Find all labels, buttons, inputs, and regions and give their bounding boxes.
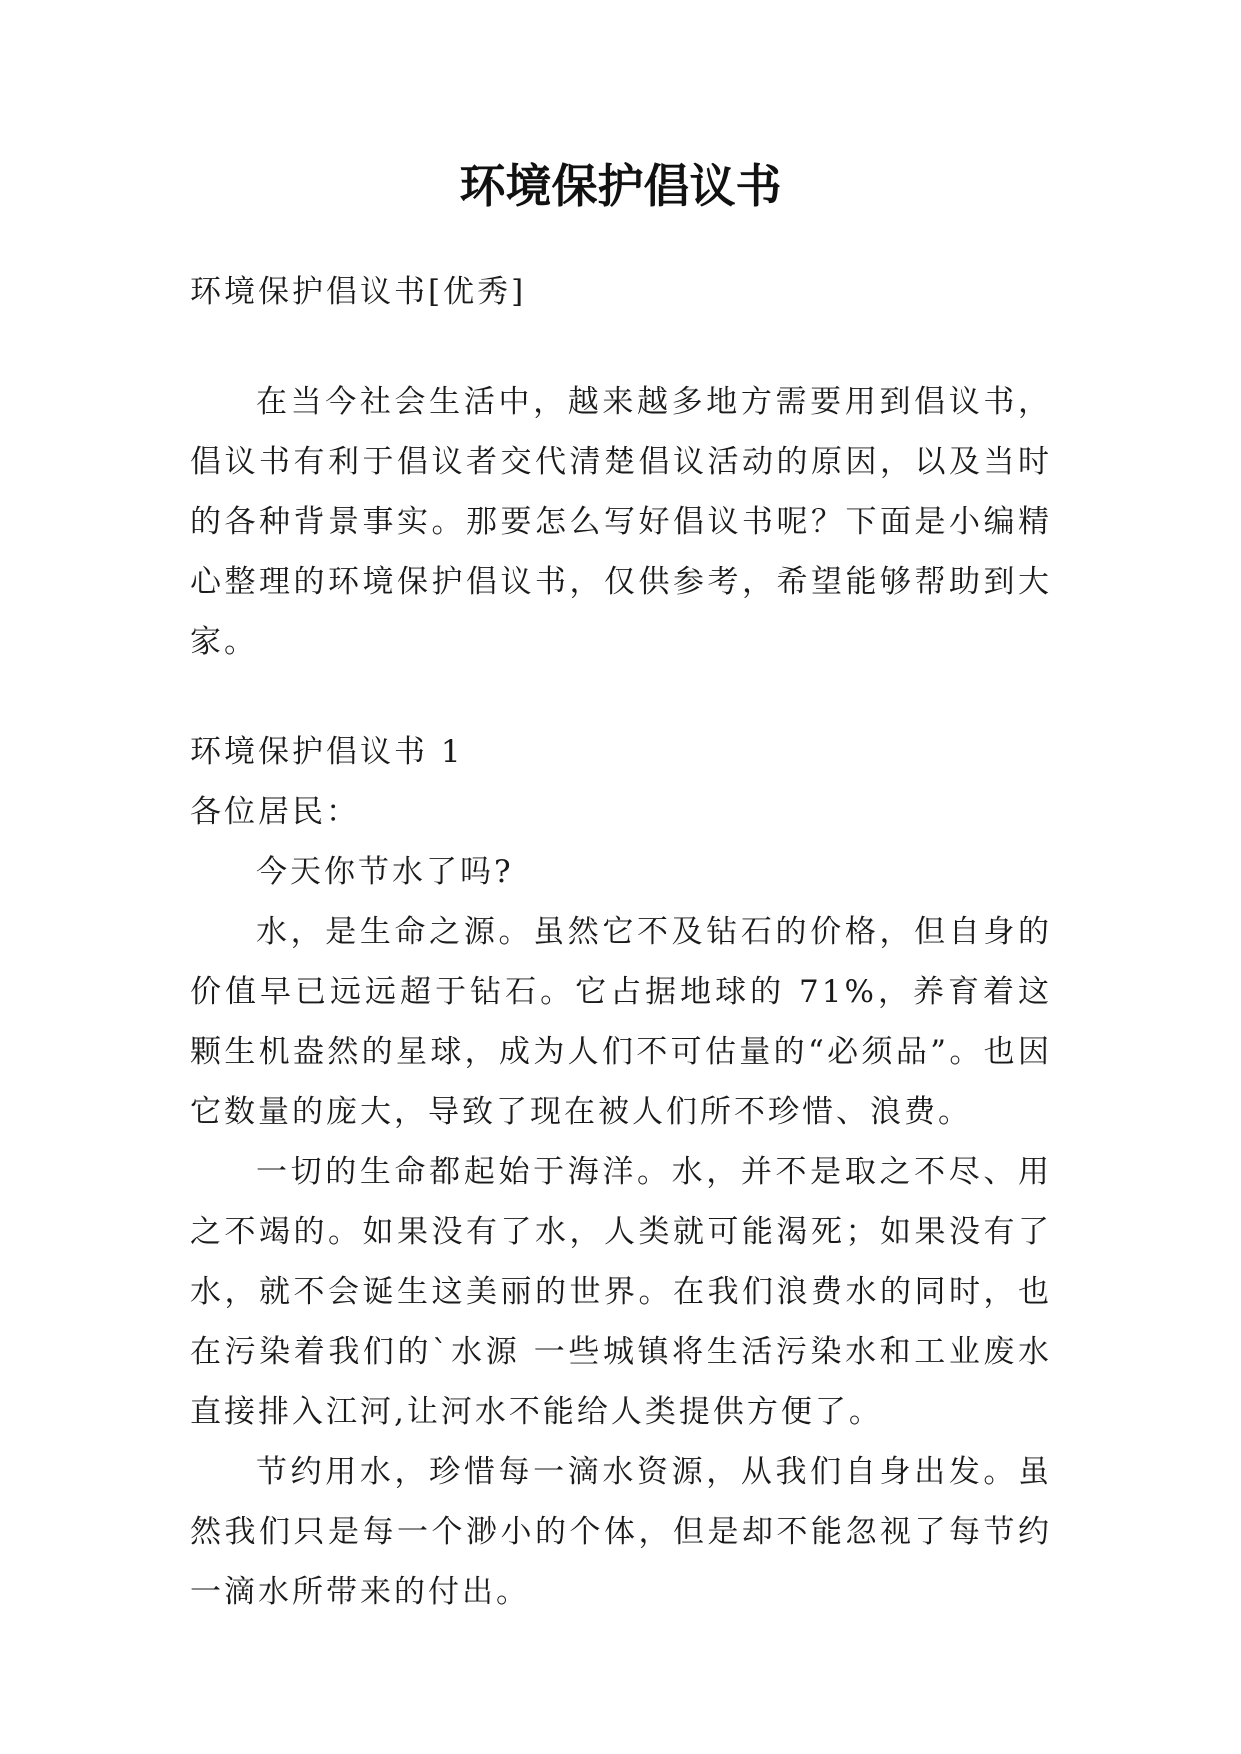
document-body [190,262,1052,1622]
body-paragraph: 水，是生命之源。虽然它不及钻石的价格，但自身的价值早已远远超于钻石。它占据地球的 71%，养育着这颗生机盎然的星球，成为人们不可估量的“必须品”。也因它数量的庞大，导致了现在被人们所不珍惜、浪费。 [190,914,1052,1130]
intro-paragraph: 在当今社会生活中，越来越多地方需要用到倡议书，倡议书有利于倡议者交代清楚倡议活动的原因，以及当时的各种背景事实。那要怎么写好倡议书呢？下面是小编精心整理的环境保护倡议书，仅供参考，希望能够帮助到大家。 [190,384,1052,660]
body-paragraph: 节约用水，珍惜每一滴水资源，从我们自身出发。虽然我们只是每一个渺小的个体，但是却不能忽视了每节约一滴水所带来的付出。 [190,1454,1052,1610]
salutation: 各位居民： [190,794,360,830]
body-paragraph: 今天你节水了吗? [256,854,514,890]
section-heading: 环境保护倡议书 1 [190,734,464,770]
body-paragraph: 一切的生命都起始于海洋。水，并不是取之不尽、用之不竭的。如果没有了水，人类就可能渴死；如果没有了水，就不会诞生这美丽的世界。在我们浪费水的同时，也在污染着我们的`水源 一些城镇将生活污染水和工业废水直接排入江河,让河水不能给人类提供方便了。 [190,1154,1052,1430]
document-subtitle: 环境保护倡议书[优秀] [190,274,527,310]
document-title: 环境保护倡议书 [459,159,782,213]
